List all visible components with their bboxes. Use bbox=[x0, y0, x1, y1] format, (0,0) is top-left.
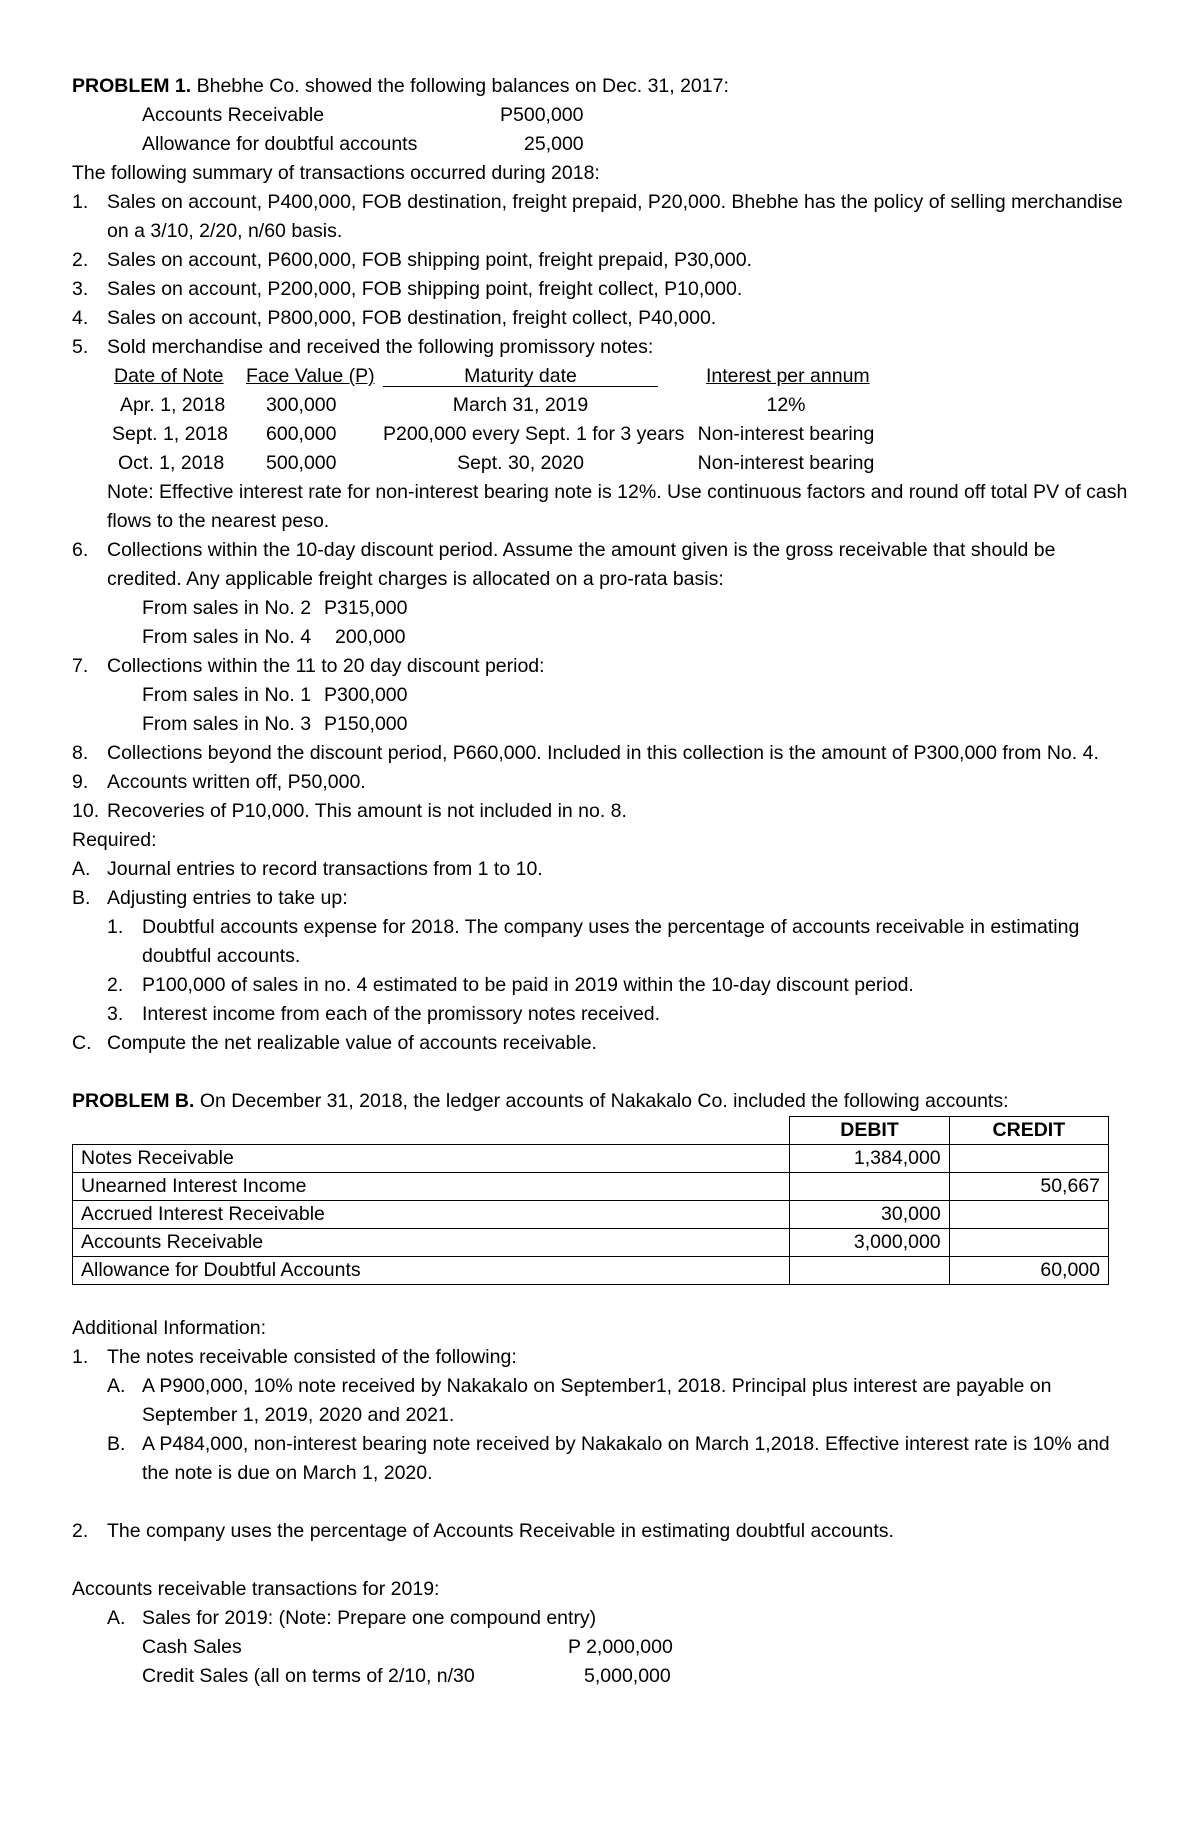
balance-label: Allowance for doubtful accounts bbox=[142, 133, 418, 155]
sales-label: Credit Sales (all on terms of 2/10, n/30 bbox=[142, 1665, 475, 1687]
required-label: Required: bbox=[72, 829, 157, 851]
note-maturity: March 31, 2019 bbox=[452, 394, 589, 416]
item-number: 7. bbox=[72, 655, 89, 677]
item-letter: B. bbox=[72, 887, 91, 909]
collection-amount: P150,000 bbox=[324, 713, 408, 735]
item-letter: A. bbox=[107, 1607, 126, 1629]
item-number: 4. bbox=[72, 307, 89, 329]
collection-amount: 200,000 bbox=[335, 626, 406, 648]
summary-line: The following summary of transactions occurred during 2018: bbox=[72, 162, 600, 184]
item-letter: A. bbox=[72, 858, 91, 880]
item-text: A P484,000, non-interest bearing note received by Nakakalo on March 1,2018. Effective interest rate is 10% and the note is due on March 1, 2020. bbox=[142, 1433, 1110, 1484]
note-date: Oct. 1, 2018 bbox=[118, 452, 225, 474]
note-interest: 12% bbox=[766, 394, 806, 416]
item-text: Compute the net realizable value of accounts receivable. bbox=[107, 1032, 597, 1054]
item-text: Sold merchandise and received the following promissory notes: bbox=[107, 336, 654, 358]
balance-amount: P500,000 bbox=[500, 104, 584, 126]
note-face: 500,000 bbox=[266, 452, 337, 474]
ledger-credit: 50,667 bbox=[949, 1173, 1108, 1201]
ledger-header-blank bbox=[73, 1117, 790, 1145]
ledger-header-row bbox=[73, 1117, 1109, 1145]
problem1-intro: Bhebhe Co. showed the following balances on Dec. 31, 2017: bbox=[196, 75, 729, 97]
item-text: Doubtful accounts expense for 2018. The company uses the percentage of accounts receivable in estimating doubtful accounts. bbox=[142, 916, 1080, 967]
note-date: Sept. 1, 2018 bbox=[112, 423, 229, 445]
transaction-3 bbox=[72, 275, 1132, 304]
required-b bbox=[72, 884, 1132, 913]
note-interest: Non-interest bearing bbox=[697, 423, 875, 445]
item-text: Interest income from each of the promissory notes received. bbox=[142, 1003, 661, 1025]
ledger-debit bbox=[790, 1257, 949, 1285]
notes-col-maturity: Maturity date bbox=[383, 362, 658, 387]
notes-col-interest: Interest per annum bbox=[706, 365, 870, 387]
problemB-intro: On December 31, 2018, the ledger accounts of Nakakalo Co. included the following accounts: bbox=[199, 1090, 1009, 1112]
ledger-credit bbox=[949, 1229, 1108, 1257]
ledger-header-credit: CREDIT bbox=[949, 1117, 1108, 1145]
transaction-6 bbox=[72, 536, 1132, 594]
item-text: Sales on account, P800,000, FOB destination, freight collect, P40,000. bbox=[107, 307, 717, 329]
balance-label: Accounts Receivable bbox=[142, 104, 325, 126]
additional-info-label: Additional Information: bbox=[72, 1317, 267, 1339]
transaction-7 bbox=[72, 652, 1132, 681]
notes-col-face: Face Value (P) bbox=[246, 365, 375, 387]
item-number: 1. bbox=[72, 1346, 89, 1368]
collection-amount: P315,000 bbox=[324, 597, 408, 619]
ledger-account: Unearned Interest Income bbox=[73, 1173, 790, 1201]
item-letter: B. bbox=[107, 1433, 126, 1455]
transaction-9 bbox=[72, 768, 1132, 797]
ledger-credit bbox=[949, 1201, 1108, 1229]
sales-label: Cash Sales bbox=[142, 1636, 242, 1658]
collection-amount: P300,000 bbox=[324, 684, 408, 706]
ledger-row bbox=[73, 1229, 1109, 1257]
notes-table-row bbox=[72, 420, 1132, 449]
note-face: 300,000 bbox=[266, 394, 337, 416]
item-text: Recoveries of P10,000. This amount is not included in no. 8. bbox=[107, 800, 627, 822]
item-text: Accounts written off, P50,000. bbox=[107, 771, 366, 793]
item-text: Sales on account, P200,000, FOB shipping point, freight collect, P10,000. bbox=[107, 278, 743, 300]
notes-table-row bbox=[72, 449, 1132, 478]
collection-label: From sales in No. 1 bbox=[142, 684, 312, 706]
collection-row bbox=[72, 623, 1132, 652]
ledger-account: Accrued Interest Receivable bbox=[73, 1201, 790, 1229]
ledger-account: Allowance for Doubtful Accounts bbox=[73, 1257, 790, 1285]
collection-row bbox=[72, 594, 1132, 623]
note-date: Apr. 1, 2018 bbox=[120, 394, 226, 416]
ledger-row bbox=[73, 1201, 1109, 1229]
ledger-header-debit: DEBIT bbox=[790, 1117, 949, 1145]
item-text: Journal entries to record transactions from 1 to 10. bbox=[107, 858, 543, 880]
notes-table-row bbox=[72, 391, 1132, 420]
item-number: 3. bbox=[72, 278, 89, 300]
transaction-4 bbox=[72, 304, 1132, 333]
item-text: Collections within the 11 to 20 day discount period: bbox=[107, 655, 545, 677]
ar-transactions-label: Accounts receivable transactions for 2019: bbox=[72, 1578, 440, 1600]
ledger-credit bbox=[949, 1145, 1108, 1173]
note-face: 600,000 bbox=[266, 423, 337, 445]
balance-row bbox=[72, 101, 1132, 130]
transaction-1 bbox=[72, 188, 1132, 246]
item-letter: A. bbox=[107, 1375, 126, 1397]
item-number: 1. bbox=[72, 191, 89, 213]
item-text: A P900,000, 10% note received by Nakakalo on September1, 2018. Principal plus interest are payable on September 1, 2019, 2020 and 2021. bbox=[142, 1375, 1052, 1426]
sales-row bbox=[72, 1662, 1132, 1691]
item-number: 2. bbox=[107, 974, 124, 996]
collection-label: From sales in No. 2 bbox=[142, 597, 312, 619]
item-number: 6. bbox=[72, 539, 89, 561]
notes-table-header bbox=[72, 362, 1132, 391]
required-b1 bbox=[72, 913, 1132, 971]
ledger-row bbox=[73, 1173, 1109, 1201]
item-text: Sales for 2019: (Note: Prepare one compound entry) bbox=[142, 1607, 597, 1629]
problemB-heading: PROBLEM B. bbox=[72, 1090, 195, 1112]
item-text: P100,000 of sales in no. 4 estimated to be paid in 2019 within the 10-day discount period. bbox=[142, 974, 914, 996]
collection-row bbox=[72, 710, 1132, 739]
collection-label: From sales in No. 3 bbox=[142, 713, 312, 735]
item-text: Sales on account, P400,000, FOB destination, freight prepaid, P20,000. Bhebhe has the policy of selling merchandise on a 3/10, 2/20, n/60 basis. bbox=[107, 191, 1123, 242]
sales-row bbox=[72, 1633, 1132, 1662]
item-letter: C. bbox=[72, 1032, 92, 1054]
problemB-intro-line bbox=[72, 1087, 1132, 1116]
ledger-debit bbox=[790, 1173, 949, 1201]
item-number: 8. bbox=[72, 742, 89, 764]
sales-amount: P 2,000,000 bbox=[568, 1636, 673, 1658]
document-page bbox=[72, 72, 1132, 1691]
required-b2 bbox=[72, 971, 1132, 1000]
note-maturity: P200,000 every Sept. 1 for 3 years bbox=[383, 423, 685, 445]
item-number: 2. bbox=[72, 1520, 89, 1542]
transaction-8 bbox=[72, 739, 1132, 768]
ledger-debit: 30,000 bbox=[790, 1201, 949, 1229]
transaction-2 bbox=[72, 246, 1132, 275]
transaction-5 bbox=[72, 333, 1132, 362]
required-c bbox=[72, 1029, 1132, 1058]
transaction-5-note: Note: Effective interest rate for non-interest bearing note is 12%. Use continuous factors and round off total PV of cash flows to the nearest peso. bbox=[107, 481, 1128, 532]
required-b3 bbox=[72, 1000, 1132, 1029]
item-text: Sales on account, P600,000, FOB shipping point, freight prepaid, P30,000. bbox=[107, 249, 753, 271]
item-text: Collections within the 10-day discount period. Assume the amount given is the gross receivable that should be credited. Any applicable freight charges is allocated on a pro-rata basis: bbox=[107, 539, 1056, 590]
ledger-table bbox=[72, 1116, 1109, 1285]
problem1-heading: PROBLEM 1. bbox=[72, 75, 192, 97]
required-a bbox=[72, 855, 1132, 884]
additional-info-2 bbox=[72, 1517, 1132, 1546]
item-number: 3. bbox=[107, 1003, 124, 1025]
item-number: 5. bbox=[72, 336, 89, 358]
balance-row bbox=[72, 130, 1132, 159]
additional-info-1 bbox=[72, 1343, 1132, 1372]
item-number: 9. bbox=[72, 771, 89, 793]
transaction-10 bbox=[72, 797, 1132, 826]
item-text: Collections beyond the discount period, P660,000. Included in this collection is the amount of P300,000 from No. 4. bbox=[107, 742, 1099, 764]
additional-info-1a bbox=[72, 1372, 1132, 1430]
notes-col-date: Date of Note bbox=[114, 365, 224, 387]
problem1-intro-line bbox=[72, 72, 1132, 101]
ledger-account: Notes Receivable bbox=[73, 1145, 790, 1173]
balance-amount: 25,000 bbox=[524, 133, 584, 155]
ledger-row bbox=[73, 1257, 1109, 1285]
item-number: 1. bbox=[107, 916, 124, 938]
additional-info-1b bbox=[72, 1430, 1132, 1488]
note-maturity: Sept. 30, 2020 bbox=[457, 452, 584, 474]
item-text: The company uses the percentage of Accounts Receivable in estimating doubtful accounts. bbox=[107, 1520, 894, 1542]
collection-label: From sales in No. 4 bbox=[142, 626, 312, 648]
ledger-credit: 60,000 bbox=[949, 1257, 1108, 1285]
ledger-account: Accounts Receivable bbox=[73, 1229, 790, 1257]
ar-transaction-a bbox=[72, 1604, 1132, 1633]
ledger-debit: 3,000,000 bbox=[790, 1229, 949, 1257]
item-number: 2. bbox=[72, 249, 89, 271]
item-text: Adjusting entries to take up: bbox=[107, 887, 348, 909]
sales-amount: 5,000,000 bbox=[584, 1665, 671, 1687]
collection-row bbox=[72, 681, 1132, 710]
ledger-debit: 1,384,000 bbox=[790, 1145, 949, 1173]
note-interest: Non-interest bearing bbox=[697, 452, 875, 474]
ledger-row bbox=[73, 1145, 1109, 1173]
item-number: 10. bbox=[72, 800, 100, 822]
item-text: The notes receivable consisted of the following: bbox=[107, 1346, 517, 1368]
